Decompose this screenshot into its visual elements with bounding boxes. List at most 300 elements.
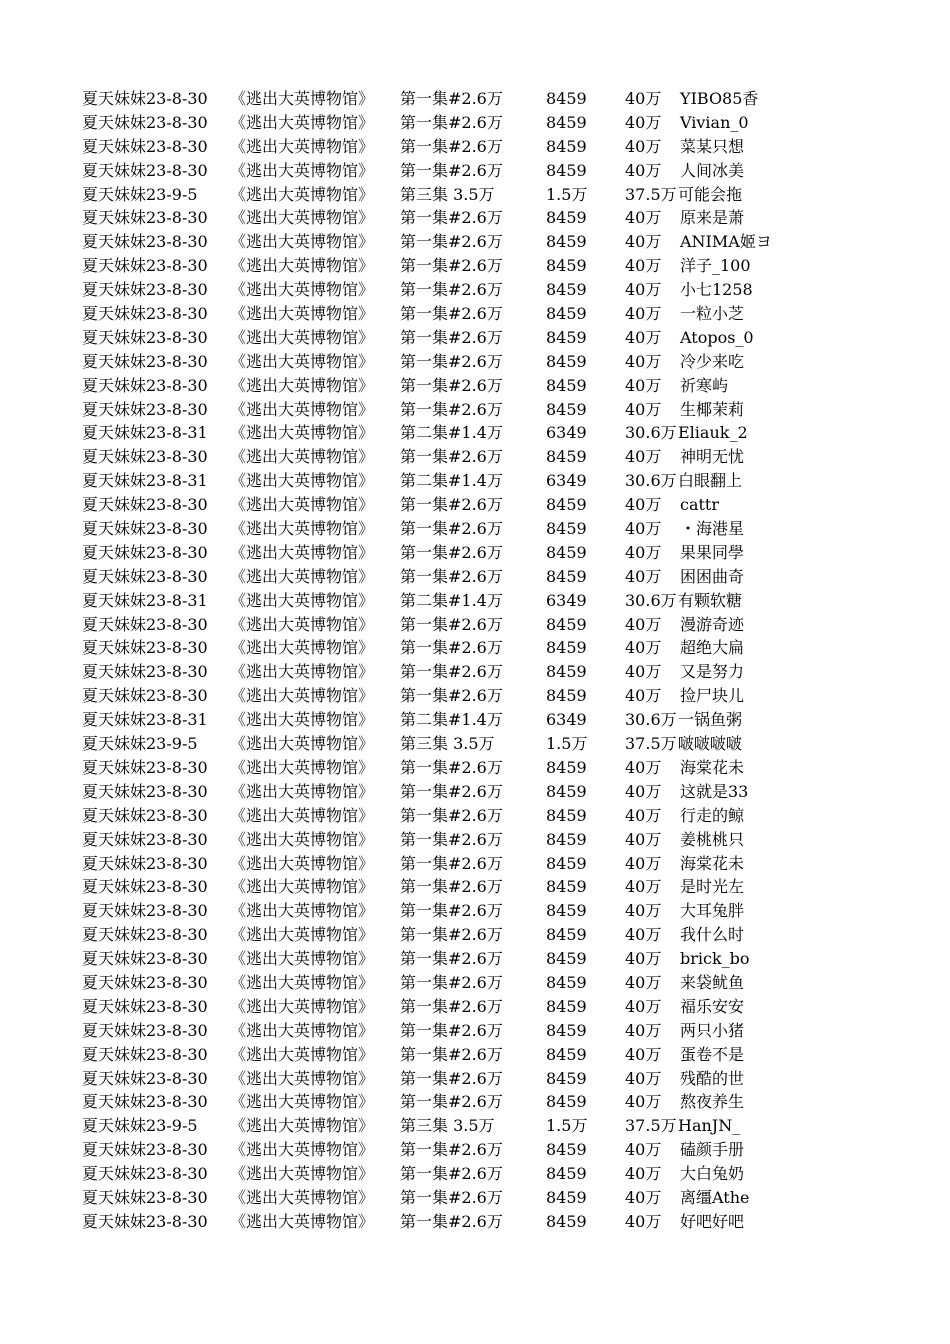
count-cell: 8459 bbox=[546, 566, 587, 586]
user-cell: 姜桃桃只 bbox=[680, 829, 745, 849]
count-cell: 8459 bbox=[546, 280, 587, 300]
author-date-cell: 夏天妹妹23-8-30 bbox=[82, 996, 208, 1016]
episode-cell: 第一集#2.6万 bbox=[400, 1044, 503, 1064]
views-cell: 40万 bbox=[625, 351, 662, 371]
author-date-cell: 夏天妹妹23-8-30 bbox=[82, 949, 208, 969]
count-cell: 8459 bbox=[546, 208, 587, 228]
user-cell: 洋子_100 bbox=[680, 256, 751, 276]
views-cell: 40万 bbox=[625, 519, 662, 539]
views-cell: 40万 bbox=[625, 136, 662, 156]
episode-cell: 第一集#2.6万 bbox=[400, 327, 503, 347]
episode-cell: 第一集#2.6万 bbox=[400, 519, 503, 539]
user-cell: 有颗软糖 bbox=[678, 590, 743, 610]
title-cell: 《逃出大英博物馆》 bbox=[230, 901, 375, 921]
title-cell: 《逃出大英博物馆》 bbox=[230, 1187, 375, 1207]
table-row bbox=[82, 636, 762, 660]
title-cell: 《逃出大英博物馆》 bbox=[230, 208, 375, 228]
user-cell: 漫游奇迹 bbox=[680, 614, 745, 634]
author-date-cell: 夏天妹妹23-8-30 bbox=[82, 877, 208, 897]
title-cell: 《逃出大英博物馆》 bbox=[230, 996, 375, 1016]
user-cell: 原来是萧 bbox=[680, 208, 745, 228]
episode-cell: 第三集 3.5万 bbox=[400, 734, 495, 754]
table-row bbox=[82, 684, 762, 708]
episode-cell: 第一集#2.6万 bbox=[400, 447, 503, 467]
views-cell: 40万 bbox=[625, 757, 662, 777]
author-date-cell: 夏天妹妹23-9-5 bbox=[82, 184, 198, 204]
count-cell: 8459 bbox=[546, 972, 587, 992]
title-cell: 《逃出大英博物馆》 bbox=[230, 972, 375, 992]
table-row bbox=[82, 254, 762, 278]
author-date-cell: 夏天妹妹23-8-30 bbox=[82, 304, 208, 324]
table-row bbox=[82, 469, 762, 493]
views-cell: 40万 bbox=[625, 542, 662, 562]
episode-cell: 第一集#2.6万 bbox=[400, 112, 503, 132]
title-cell: 《逃出大英博物馆》 bbox=[230, 925, 375, 945]
views-cell: 37.5万 bbox=[625, 1116, 677, 1136]
title-cell: 《逃出大英博物馆》 bbox=[230, 351, 375, 371]
user-cell: 行走的鲸 bbox=[680, 805, 745, 825]
episode-cell: 第一集#2.6万 bbox=[400, 662, 503, 682]
author-date-cell: 夏天妹妹23-8-30 bbox=[82, 519, 208, 539]
table-row bbox=[82, 1043, 762, 1067]
table-row bbox=[82, 111, 762, 135]
table-row bbox=[82, 589, 762, 613]
count-cell: 8459 bbox=[546, 925, 587, 945]
title-cell: 《逃出大英博物馆》 bbox=[230, 375, 375, 395]
episode-cell: 第一集#2.6万 bbox=[400, 1068, 503, 1088]
author-date-cell: 夏天妹妹23-8-30 bbox=[82, 1187, 208, 1207]
episode-cell: 第一集#2.6万 bbox=[400, 877, 503, 897]
user-cell: 海棠花未 bbox=[680, 853, 745, 873]
user-cell: 是时光左 bbox=[680, 877, 745, 897]
user-cell: 海棠花未 bbox=[680, 757, 745, 777]
table-row bbox=[82, 828, 762, 852]
title-cell: 《逃出大英博物馆》 bbox=[230, 280, 375, 300]
table-row bbox=[82, 398, 762, 422]
table-row bbox=[82, 206, 762, 230]
title-cell: 《逃出大英博物馆》 bbox=[230, 304, 375, 324]
views-cell: 40万 bbox=[625, 447, 662, 467]
title-cell: 《逃出大英博物馆》 bbox=[230, 1140, 375, 1160]
count-cell: 6349 bbox=[546, 423, 587, 443]
author-date-cell: 夏天妹妹23-8-30 bbox=[82, 901, 208, 921]
episode-cell: 第二集#1.4万 bbox=[400, 423, 503, 443]
table-row bbox=[82, 613, 762, 637]
title-cell: 《逃出大英博物馆》 bbox=[230, 542, 375, 562]
author-date-cell: 夏天妹妹23-8-31 bbox=[82, 590, 208, 610]
count-cell: 1.5万 bbox=[546, 1116, 588, 1136]
views-cell: 40万 bbox=[625, 1187, 662, 1207]
user-cell: HanJN_ bbox=[678, 1116, 741, 1136]
table-row bbox=[82, 87, 762, 111]
user-cell: 磕颜手册 bbox=[680, 1140, 745, 1160]
episode-cell: 第二集#1.4万 bbox=[400, 710, 503, 730]
count-cell: 8459 bbox=[546, 327, 587, 347]
count-cell: 8459 bbox=[546, 781, 587, 801]
episode-cell: 第一集#2.6万 bbox=[400, 280, 503, 300]
author-date-cell: 夏天妹妹23-8-30 bbox=[82, 662, 208, 682]
author-date-cell: 夏天妹妹23-8-30 bbox=[82, 686, 208, 706]
author-date-cell: 夏天妹妹23-8-30 bbox=[82, 136, 208, 156]
table-row bbox=[82, 326, 762, 350]
user-cell: 捡尸块儿 bbox=[680, 686, 745, 706]
episode-cell: 第一集#2.6万 bbox=[400, 853, 503, 873]
author-date-cell: 夏天妹妹23-8-30 bbox=[82, 160, 208, 180]
episode-cell: 第一集#2.6万 bbox=[400, 1140, 503, 1160]
episode-cell: 第一集#2.6万 bbox=[400, 757, 503, 777]
views-cell: 40万 bbox=[625, 280, 662, 300]
table-row bbox=[82, 135, 762, 159]
count-cell: 8459 bbox=[546, 1092, 587, 1112]
author-date-cell: 夏天妹妹23-8-30 bbox=[82, 447, 208, 467]
author-date-cell: 夏天妹妹23-8-30 bbox=[82, 757, 208, 777]
title-cell: 《逃出大英博物馆》 bbox=[230, 662, 375, 682]
title-cell: 《逃出大英博物馆》 bbox=[230, 757, 375, 777]
views-cell: 40万 bbox=[625, 1092, 662, 1112]
user-cell: Eliauk_2 bbox=[678, 423, 748, 443]
views-cell: 40万 bbox=[625, 614, 662, 634]
episode-cell: 第一集#2.6万 bbox=[400, 375, 503, 395]
table-row bbox=[82, 947, 762, 971]
views-cell: 40万 bbox=[625, 1140, 662, 1160]
title-cell: 《逃出大英博物馆》 bbox=[230, 590, 375, 610]
title-cell: 《逃出大英博物馆》 bbox=[230, 949, 375, 969]
title-cell: 《逃出大英博物馆》 bbox=[230, 1211, 375, 1231]
episode-cell: 第一集#2.6万 bbox=[400, 1164, 503, 1184]
title-cell: 《逃出大英博物馆》 bbox=[230, 614, 375, 634]
table-row bbox=[82, 565, 762, 589]
count-cell: 8459 bbox=[546, 949, 587, 969]
user-cell: 这就是33 bbox=[680, 781, 749, 801]
user-cell: Atopos_0 bbox=[680, 327, 754, 347]
author-date-cell: 夏天妹妹23-8-30 bbox=[82, 972, 208, 992]
count-cell: 8459 bbox=[546, 519, 587, 539]
count-cell: 8459 bbox=[546, 662, 587, 682]
title-cell: 《逃出大英博物馆》 bbox=[230, 686, 375, 706]
table-row bbox=[82, 708, 762, 732]
episode-cell: 第一集#2.6万 bbox=[400, 304, 503, 324]
title-cell: 《逃出大英博物馆》 bbox=[230, 327, 375, 347]
episode-cell: 第一集#2.6万 bbox=[400, 829, 503, 849]
table-row bbox=[82, 1210, 762, 1234]
author-date-cell: 夏天妹妹23-8-30 bbox=[82, 542, 208, 562]
user-cell: 一粒小芝 bbox=[680, 304, 745, 324]
episode-cell: 第一集#2.6万 bbox=[400, 1020, 503, 1040]
author-date-cell: 夏天妹妹23-8-30 bbox=[82, 805, 208, 825]
count-cell: 8459 bbox=[546, 160, 587, 180]
user-cell: 熬夜养生 bbox=[680, 1092, 745, 1112]
count-cell: 8459 bbox=[546, 232, 587, 252]
table-row bbox=[82, 732, 762, 756]
author-date-cell: 夏天妹妹23-8-30 bbox=[82, 256, 208, 276]
title-cell: 《逃出大英博物馆》 bbox=[230, 1044, 375, 1064]
author-date-cell: 夏天妹妹23-8-30 bbox=[82, 399, 208, 419]
episode-cell: 第一集#2.6万 bbox=[400, 781, 503, 801]
views-cell: 40万 bbox=[625, 232, 662, 252]
title-cell: 《逃出大英博物馆》 bbox=[230, 853, 375, 873]
user-cell: 我什么时 bbox=[680, 925, 745, 945]
spreadsheet-table bbox=[82, 87, 772, 1234]
author-date-cell: 夏天妹妹23-8-30 bbox=[82, 1068, 208, 1088]
table-row bbox=[82, 995, 762, 1019]
episode-cell: 第一集#2.6万 bbox=[400, 256, 503, 276]
count-cell: 8459 bbox=[546, 136, 587, 156]
count-cell: 8459 bbox=[546, 256, 587, 276]
author-date-cell: 夏天妹妹23-8-30 bbox=[82, 495, 208, 515]
author-date-cell: 夏天妹妹23-8-30 bbox=[82, 566, 208, 586]
title-cell: 《逃出大英博物馆》 bbox=[230, 734, 375, 754]
table-row bbox=[82, 445, 762, 469]
user-cell: 又是努力 bbox=[680, 662, 745, 682]
count-cell: 6349 bbox=[546, 710, 587, 730]
episode-cell: 第一集#2.6万 bbox=[400, 542, 503, 562]
title-cell: 《逃出大英博物馆》 bbox=[230, 710, 375, 730]
views-cell: 40万 bbox=[625, 1164, 662, 1184]
title-cell: 《逃出大英博物馆》 bbox=[230, 638, 375, 658]
views-cell: 40万 bbox=[625, 566, 662, 586]
title-cell: 《逃出大英博物馆》 bbox=[230, 232, 375, 252]
table-row bbox=[82, 923, 762, 947]
views-cell: 40万 bbox=[625, 805, 662, 825]
count-cell: 8459 bbox=[546, 399, 587, 419]
table-row bbox=[82, 1186, 762, 1210]
user-cell: 大白兔奶 bbox=[680, 1164, 745, 1184]
title-cell: 《逃出大英博物馆》 bbox=[230, 519, 375, 539]
count-cell: 8459 bbox=[546, 351, 587, 371]
count-cell: 8459 bbox=[546, 304, 587, 324]
title-cell: 《逃出大英博物馆》 bbox=[230, 136, 375, 156]
user-cell: 生椰茉莉 bbox=[680, 399, 745, 419]
count-cell: 8459 bbox=[546, 757, 587, 777]
title-cell: 《逃出大英博物馆》 bbox=[230, 566, 375, 586]
views-cell: 40万 bbox=[625, 256, 662, 276]
author-date-cell: 夏天妹妹23-8-30 bbox=[82, 1211, 208, 1231]
table-row bbox=[82, 1114, 762, 1138]
count-cell: 1.5万 bbox=[546, 734, 588, 754]
views-cell: 40万 bbox=[625, 686, 662, 706]
user-cell: brick_bo bbox=[680, 949, 750, 969]
count-cell: 8459 bbox=[546, 638, 587, 658]
user-cell: 神明无忧 bbox=[680, 447, 745, 467]
count-cell: 8459 bbox=[546, 447, 587, 467]
title-cell: 《逃出大英博物馆》 bbox=[230, 1068, 375, 1088]
views-cell: 30.6万 bbox=[625, 423, 677, 443]
views-cell: 40万 bbox=[625, 399, 662, 419]
author-date-cell: 夏天妹妹23-8-30 bbox=[82, 829, 208, 849]
episode-cell: 第三集 3.5万 bbox=[400, 1116, 495, 1136]
table-row bbox=[82, 278, 762, 302]
views-cell: 40万 bbox=[625, 375, 662, 395]
table-row bbox=[82, 1138, 762, 1162]
author-date-cell: 夏天妹妹23-8-30 bbox=[82, 89, 208, 108]
table-row bbox=[82, 350, 762, 374]
author-date-cell: 夏天妹妹23-8-31 bbox=[82, 423, 208, 443]
author-date-cell: 夏天妹妹23-8-30 bbox=[82, 1020, 208, 1040]
title-cell: 《逃出大英博物馆》 bbox=[230, 805, 375, 825]
views-cell: 40万 bbox=[625, 829, 662, 849]
table-row bbox=[82, 899, 762, 923]
author-date-cell: 夏天妹妹23-8-30 bbox=[82, 853, 208, 873]
count-cell: 8459 bbox=[546, 1187, 587, 1207]
user-cell: 祈寒屿 bbox=[680, 375, 729, 395]
count-cell: 8459 bbox=[546, 996, 587, 1016]
title-cell: 《逃出大英博物馆》 bbox=[230, 1092, 375, 1112]
views-cell: 40万 bbox=[625, 853, 662, 873]
views-cell: 40万 bbox=[625, 662, 662, 682]
user-cell: 两只小猪 bbox=[680, 1020, 745, 1040]
table-row bbox=[82, 804, 762, 828]
table-row bbox=[82, 302, 762, 326]
user-cell: 超绝大扁 bbox=[680, 638, 745, 658]
table-row bbox=[82, 1019, 762, 1043]
episode-cell: 第一集#2.6万 bbox=[400, 686, 503, 706]
count-cell: 8459 bbox=[546, 89, 587, 108]
user-cell: 人间冰美 bbox=[680, 160, 745, 180]
episode-cell: 第二集#1.4万 bbox=[400, 590, 503, 610]
author-date-cell: 夏天妹妹23-8-30 bbox=[82, 112, 208, 132]
views-cell: 40万 bbox=[625, 972, 662, 992]
title-cell: 《逃出大英博物馆》 bbox=[230, 423, 375, 443]
views-cell: 40万 bbox=[625, 1020, 662, 1040]
count-cell: 8459 bbox=[546, 495, 587, 515]
table-row bbox=[82, 780, 762, 804]
views-cell: 40万 bbox=[625, 112, 662, 132]
count-cell: 8459 bbox=[546, 1211, 587, 1231]
count-cell: 8459 bbox=[546, 853, 587, 873]
title-cell: 《逃出大英博物馆》 bbox=[230, 112, 375, 132]
user-cell: 好吧好吧 bbox=[680, 1211, 745, 1231]
count-cell: 8459 bbox=[546, 375, 587, 395]
views-cell: 40万 bbox=[625, 160, 662, 180]
user-cell: 一锅鱼粥 bbox=[678, 710, 743, 730]
views-cell: 40万 bbox=[625, 1211, 662, 1231]
views-cell: 40万 bbox=[625, 304, 662, 324]
episode-cell: 第一集#2.6万 bbox=[400, 972, 503, 992]
table-row bbox=[82, 493, 762, 517]
episode-cell: 第一集#2.6万 bbox=[400, 232, 503, 252]
user-cell: 菜某只想 bbox=[680, 136, 745, 156]
views-cell: 40万 bbox=[625, 901, 662, 921]
author-date-cell: 夏天妹妹23-8-30 bbox=[82, 208, 208, 228]
episode-cell: 第三集 3.5万 bbox=[400, 184, 495, 204]
author-date-cell: 夏天妹妹23-8-30 bbox=[82, 638, 208, 658]
table-row bbox=[82, 374, 762, 398]
author-date-cell: 夏天妹妹23-8-30 bbox=[82, 1140, 208, 1160]
views-cell: 37.5万 bbox=[625, 184, 677, 204]
table-row bbox=[82, 183, 762, 207]
table-row bbox=[82, 421, 762, 445]
count-cell: 6349 bbox=[546, 471, 587, 491]
user-cell: Vivian_0 bbox=[680, 112, 749, 132]
views-cell: 40万 bbox=[625, 1068, 662, 1088]
views-cell: 40万 bbox=[625, 638, 662, 658]
title-cell: 《逃出大英博物馆》 bbox=[230, 781, 375, 801]
views-cell: 40万 bbox=[625, 327, 662, 347]
title-cell: 《逃出大英博物馆》 bbox=[230, 877, 375, 897]
user-cell: 啵啵啵啵 bbox=[678, 734, 743, 754]
author-date-cell: 夏天妹妹23-8-30 bbox=[82, 1044, 208, 1064]
user-cell: cattr bbox=[680, 495, 720, 515]
author-date-cell: 夏天妹妹23-8-30 bbox=[82, 351, 208, 371]
user-cell: 果果同學 bbox=[680, 542, 745, 562]
title-cell: 《逃出大英博物馆》 bbox=[230, 1164, 375, 1184]
author-date-cell: 夏天妹妹23-8-30 bbox=[82, 781, 208, 801]
count-cell: 8459 bbox=[546, 901, 587, 921]
count-cell: 8459 bbox=[546, 829, 587, 849]
views-cell: 40万 bbox=[625, 925, 662, 945]
author-date-cell: 夏天妹妹23-9-5 bbox=[82, 1116, 198, 1136]
views-cell: 30.6万 bbox=[625, 471, 677, 491]
count-cell: 1.5万 bbox=[546, 184, 588, 204]
user-cell: ANIMA姬ヨ bbox=[680, 232, 772, 252]
episode-cell: 第一集#2.6万 bbox=[400, 89, 503, 108]
views-cell: 30.6万 bbox=[625, 590, 677, 610]
author-date-cell: 夏天妹妹23-8-31 bbox=[82, 471, 208, 491]
user-cell: 冷少来吃 bbox=[680, 351, 745, 371]
user-cell: 大耳兔胖 bbox=[680, 901, 745, 921]
user-cell: 可能会拖 bbox=[678, 184, 743, 204]
count-cell: 8459 bbox=[546, 1164, 587, 1184]
table-row bbox=[82, 1067, 762, 1091]
views-cell: 40万 bbox=[625, 781, 662, 801]
title-cell: 《逃出大英博物馆》 bbox=[230, 160, 375, 180]
count-cell: 8459 bbox=[546, 614, 587, 634]
count-cell: 8459 bbox=[546, 877, 587, 897]
episode-cell: 第一集#2.6万 bbox=[400, 566, 503, 586]
views-cell: 40万 bbox=[625, 1044, 662, 1064]
author-date-cell: 夏天妹妹23-9-5 bbox=[82, 734, 198, 754]
episode-cell: 第一集#2.6万 bbox=[400, 996, 503, 1016]
user-cell: 来袋鱿鱼 bbox=[680, 972, 745, 992]
user-cell: 白眼翻上 bbox=[678, 471, 743, 491]
user-cell: 残酷的世 bbox=[680, 1068, 745, 1088]
author-date-cell: 夏天妹妹23-8-30 bbox=[82, 1092, 208, 1112]
table-row bbox=[82, 230, 772, 254]
count-cell: 8459 bbox=[546, 542, 587, 562]
author-date-cell: 夏天妹妹23-8-30 bbox=[82, 280, 208, 300]
episode-cell: 第一集#2.6万 bbox=[400, 805, 503, 825]
user-cell: 离缰Athe bbox=[680, 1187, 750, 1207]
title-cell: 《逃出大英博物馆》 bbox=[230, 447, 375, 467]
count-cell: 8459 bbox=[546, 1020, 587, 1040]
author-date-cell: 夏天妹妹23-8-30 bbox=[82, 1164, 208, 1184]
views-cell: 40万 bbox=[625, 996, 662, 1016]
user-cell: YIBO85香 bbox=[680, 89, 759, 108]
author-date-cell: 夏天妹妹23-8-30 bbox=[82, 925, 208, 945]
count-cell: 6349 bbox=[546, 590, 587, 610]
title-cell: 《逃出大英博物馆》 bbox=[230, 1020, 375, 1040]
table-row bbox=[82, 852, 762, 876]
user-cell: 小七1258 bbox=[680, 280, 753, 300]
episode-cell: 第一集#2.6万 bbox=[400, 638, 503, 658]
table-row bbox=[82, 1090, 762, 1114]
count-cell: 8459 bbox=[546, 1044, 587, 1064]
title-cell: 《逃出大英博物馆》 bbox=[230, 399, 375, 419]
table-row bbox=[82, 660, 762, 684]
views-cell: 37.5万 bbox=[625, 734, 677, 754]
views-cell: 30.6万 bbox=[625, 710, 677, 730]
title-cell: 《逃出大英博物馆》 bbox=[230, 256, 375, 276]
episode-cell: 第一集#2.6万 bbox=[400, 1187, 503, 1207]
title-cell: 《逃出大英博物馆》 bbox=[230, 471, 375, 491]
title-cell: 《逃出大英博物馆》 bbox=[230, 89, 375, 108]
views-cell: 40万 bbox=[625, 949, 662, 969]
user-cell: 福乐安安 bbox=[680, 996, 745, 1016]
views-cell: 40万 bbox=[625, 877, 662, 897]
table-row bbox=[82, 756, 762, 780]
episode-cell: 第一集#2.6万 bbox=[400, 949, 503, 969]
count-cell: 8459 bbox=[546, 1140, 587, 1160]
